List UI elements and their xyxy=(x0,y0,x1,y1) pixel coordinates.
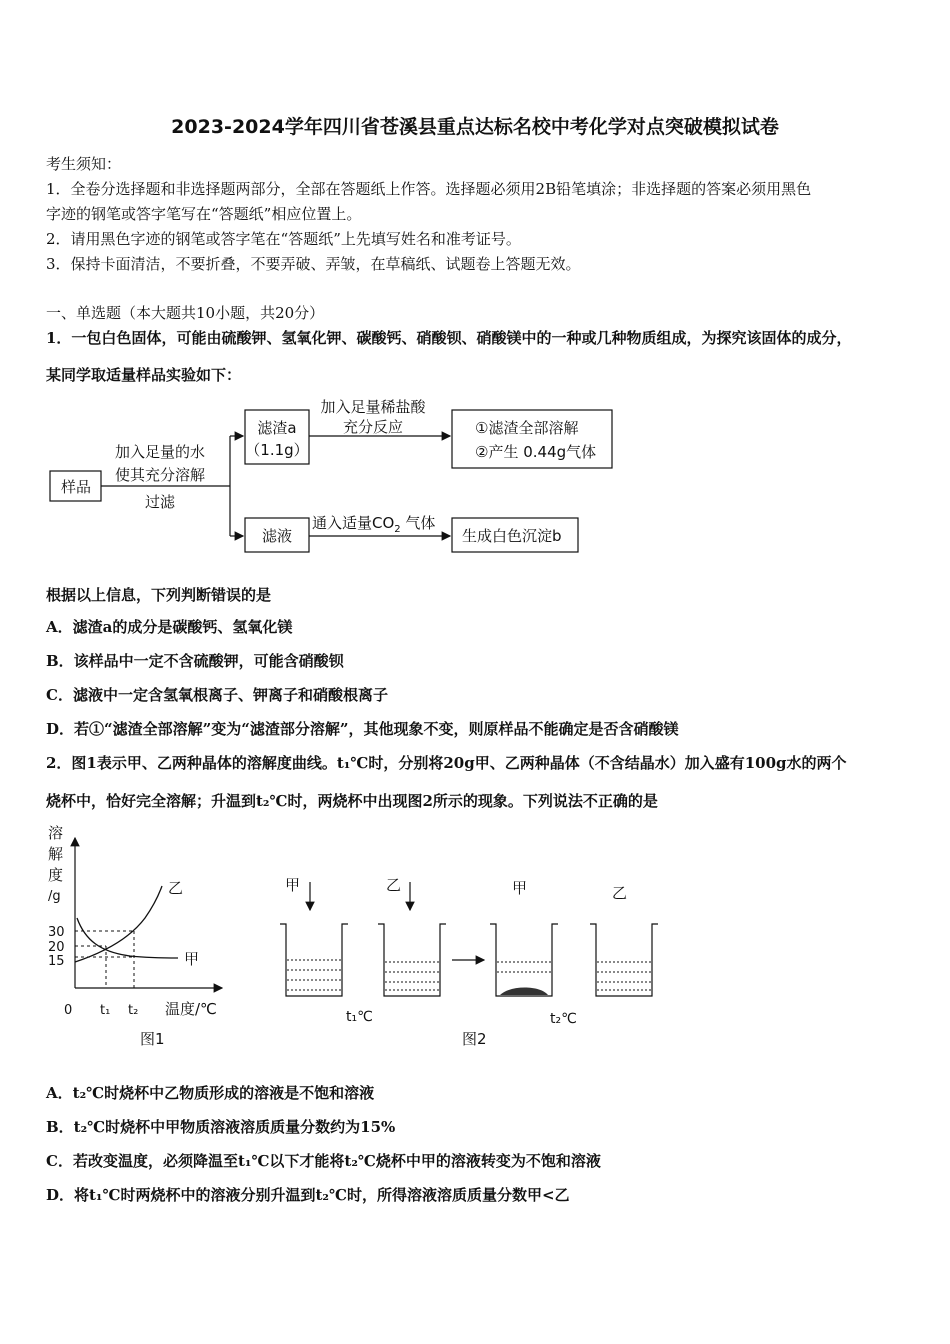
q1-option-b[interactable]: B．该样品中一定不含硫酸钾，可能含硝酸钡 xyxy=(46,652,344,670)
xtick: t₁ xyxy=(100,1003,111,1018)
residue-mass: （1.1g） xyxy=(245,441,309,459)
fig1-ylabel: 溶 xyxy=(48,824,64,842)
step1-label: 使其充分溶解 xyxy=(114,466,206,484)
q2-option-d[interactable]: D．将t₁℃时两烧杯中的溶液分别升温到t₂℃时，所得溶液溶质质量分数甲<乙 xyxy=(46,1186,570,1204)
ytick: 15 xyxy=(48,954,65,969)
q2-option-b[interactable]: B．t₂℃时烧杯中甲物质溶液溶质质量分数约为15% xyxy=(46,1118,396,1136)
precipitate xyxy=(500,988,548,996)
notice-heading: 考生须知： xyxy=(46,155,122,173)
beaker xyxy=(490,924,558,996)
q2-option-a[interactable]: A．t₂℃时烧杯中乙物质形成的溶液是不饱和溶液 xyxy=(46,1084,375,1102)
section-heading: 一、单选题（本大题共10小题，共20分） xyxy=(46,304,325,322)
q1-option-a[interactable]: A．滤渣a的成分是碳酸钙、氢氧化镁 xyxy=(46,618,293,636)
ytick: 20 xyxy=(48,940,65,955)
notice-item: 2．请用黑色字迹的钢笔或答字笔在“答题纸”上先填写姓名和准考证号。 xyxy=(46,230,521,248)
fig1-xlabel: 温度/℃ xyxy=(165,1000,217,1018)
beaker xyxy=(280,924,348,996)
curve-yi xyxy=(75,886,162,962)
fig1-caption: 图1 xyxy=(140,1030,165,1048)
result1-label: ①滤渣全部溶解 xyxy=(475,419,579,437)
q1-prompt: 根据以上信息，下列判断错误的是 xyxy=(46,586,272,604)
notice-item: 字迹的钢笔或答字笔写在“答题纸”相应位置上。 xyxy=(46,205,362,223)
fig1-ylabel: /g xyxy=(48,889,61,904)
acid-step-label: 充分反应 xyxy=(342,418,404,436)
fig1-ylabel: 解 xyxy=(48,845,64,863)
ytick: 30 xyxy=(48,925,65,940)
temp-label: t₁℃ xyxy=(346,1009,373,1025)
beaker-label: 甲 xyxy=(285,876,301,894)
page-title: 2023-2024学年四川省苍溪县重点达标名校中考化学对点突破模拟试卷 xyxy=(171,116,779,138)
beaker-label: 乙 xyxy=(386,876,402,894)
co2-step-label: 通入适量$CO_2$ 气体 xyxy=(312,514,436,535)
curve-label-jia: 甲 xyxy=(184,950,200,968)
beaker xyxy=(378,924,446,996)
fig1-solubility-chart xyxy=(48,824,222,1048)
filtrate-label: 滤液 xyxy=(261,527,293,545)
notice-item: 3．保持卡面清洁，不要折叠，不要弄破、弄皱，在草稿纸、试题卷上答题无效。 xyxy=(46,255,581,273)
result2-label: 生成白色沉淀b xyxy=(462,527,562,545)
fig1-ylabel: 度 xyxy=(48,866,64,884)
q2-stem: 烧杯中，恰好完全溶解；升温到t₂℃时，两烧杯中出现图2所示的现象。下列说法不正确的是 xyxy=(46,792,658,810)
residue-label: 滤渣a xyxy=(257,419,297,437)
fig2-beakers xyxy=(280,876,658,1048)
q2-stem: 2．图1表示甲、乙两种晶体的溶解度曲线。t₁℃时，分别将20g甲、乙两种晶体（不含结晶水）加入盛有100g水的两个 xyxy=(46,754,847,772)
beaker xyxy=(590,924,658,996)
step1-label: 加入足量的水 xyxy=(114,443,206,461)
q1-option-d[interactable]: D．若①“滤渣全部溶解”变为“滤渣部分溶解”，其他现象不变，则原样品不能确定是否含硝酸镁 xyxy=(46,720,679,738)
acid-step-label: 加入足量稀盐酸 xyxy=(320,398,426,416)
step1-label: 过滤 xyxy=(144,493,176,511)
xtick: 0 xyxy=(64,1003,73,1018)
fig2-caption: 图2 xyxy=(462,1030,487,1048)
result1-label: ②产生 0.44g气体 xyxy=(475,443,597,461)
temp-label: t₂℃ xyxy=(550,1011,577,1027)
q1-stem: 某同学取适量样品实验如下： xyxy=(46,366,242,384)
notice-item: 1．全卷分选择题和非选择题两部分，全部在答题纸上作答。选择题必须用2B铅笔填涂；非选择题的答案必须用黑色 xyxy=(46,180,812,198)
beaker-label: 甲 xyxy=(512,879,528,897)
curve-label-yi: 乙 xyxy=(168,879,184,897)
q2-option-c[interactable]: C．若改变温度，必须降温至t₁℃以下才能将t₂℃烧杯中甲的溶液转变为不饱和溶液 xyxy=(46,1152,601,1170)
q1-option-c[interactable]: C．滤液中一定含氢氧根离子、钾离子和硝酸根离子 xyxy=(46,686,388,704)
q1-stem: 1．一包白色固体，可能由硫酸钾、氢氧化钾、碳酸钙、硝酸钡、硝酸镁中的一种或几种物质组成，为探究该固体的成分， xyxy=(46,329,852,347)
sample-label: 样品 xyxy=(60,478,92,496)
xtick: t₂ xyxy=(128,1003,139,1018)
beaker-label: 乙 xyxy=(612,884,628,902)
curve-jia xyxy=(77,918,178,958)
